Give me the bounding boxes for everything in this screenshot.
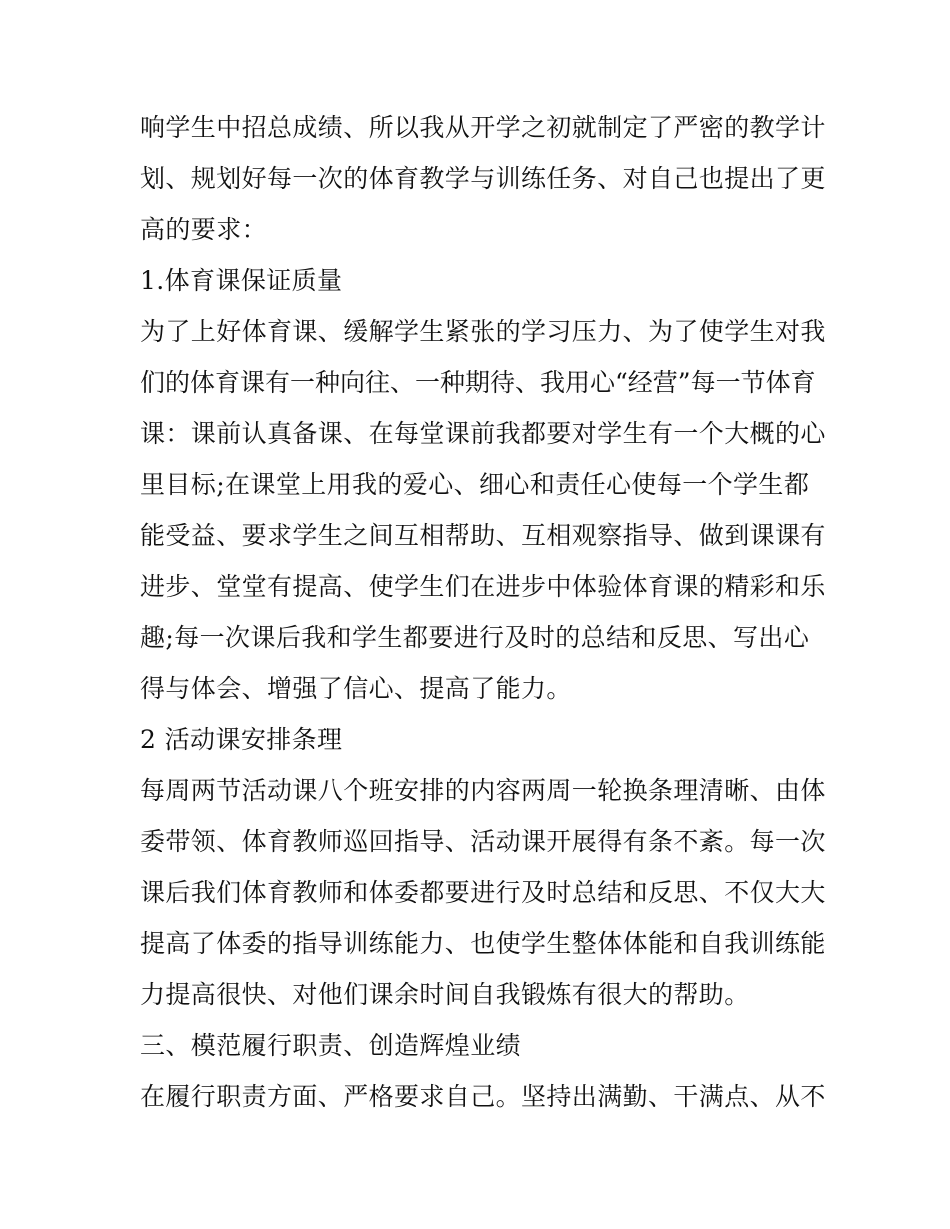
text-line: 为了上好体育课、缓解学生紧张的学习压力、为了使学生对我 [140, 317, 826, 346]
text-line: 力提高很快、对他们课余时间自我锻炼有很大的帮助。 [140, 980, 750, 1009]
text-line: 在履行职责方面、严格要求自己。坚持出满勤、干满点、从不 [140, 1082, 826, 1111]
section-heading: 2 活动课安排条理 [140, 725, 343, 754]
text-line: 委带领、体育教师巡回指导、活动课开展得有条不紊。每一次 [140, 827, 826, 856]
text-line: 响学生中招总成绩、所以我从开学之初就制定了严密的教学计 [140, 113, 826, 142]
text-line: 划、规划好每一次的体育教学与训练任务、对自己也提出了更 [140, 164, 826, 193]
document-body [140, 102, 840, 1122]
text-line: 高的要求： [140, 215, 268, 244]
section-heading: 1.体育课保证质量 [140, 266, 343, 295]
text-line: 提高了体委的指导训练能力、也使学生整体体能和自我训练能 [140, 929, 826, 958]
section-heading: 三、模范履行职责、创造辉煌业绩 [140, 1031, 522, 1060]
text-line: 里目标;在课堂上用我的爱心、细心和责任心使每一个学生都 [140, 470, 810, 499]
text-line: 们的体育课有一种向往、一种期待、我用心“经营”每一节体育 [140, 368, 816, 397]
text-line: 课：课前认真备课、在每堂课前我都要对学生有一个大概的心 [140, 419, 826, 448]
text-line: 每周两节活动课八个班安排的内容两周一轮换条理清晰、由体 [140, 776, 826, 805]
text-line: 趣;每一次课后我和学生都要进行及时的总结和反思、写出心 [140, 623, 810, 652]
text-line: 课后我们体育教师和体委都要进行及时总结和反思、不仅大大 [140, 878, 826, 907]
text-line: 得与体会、增强了信心、提高了能力。 [140, 674, 572, 703]
text-line: 进步、堂堂有提高、使学生们在进步中体验体育课的精彩和乐 [140, 572, 826, 601]
text-line: 能受益、要求学生之间互相帮助、互相观察指导、做到课课有 [140, 521, 826, 550]
